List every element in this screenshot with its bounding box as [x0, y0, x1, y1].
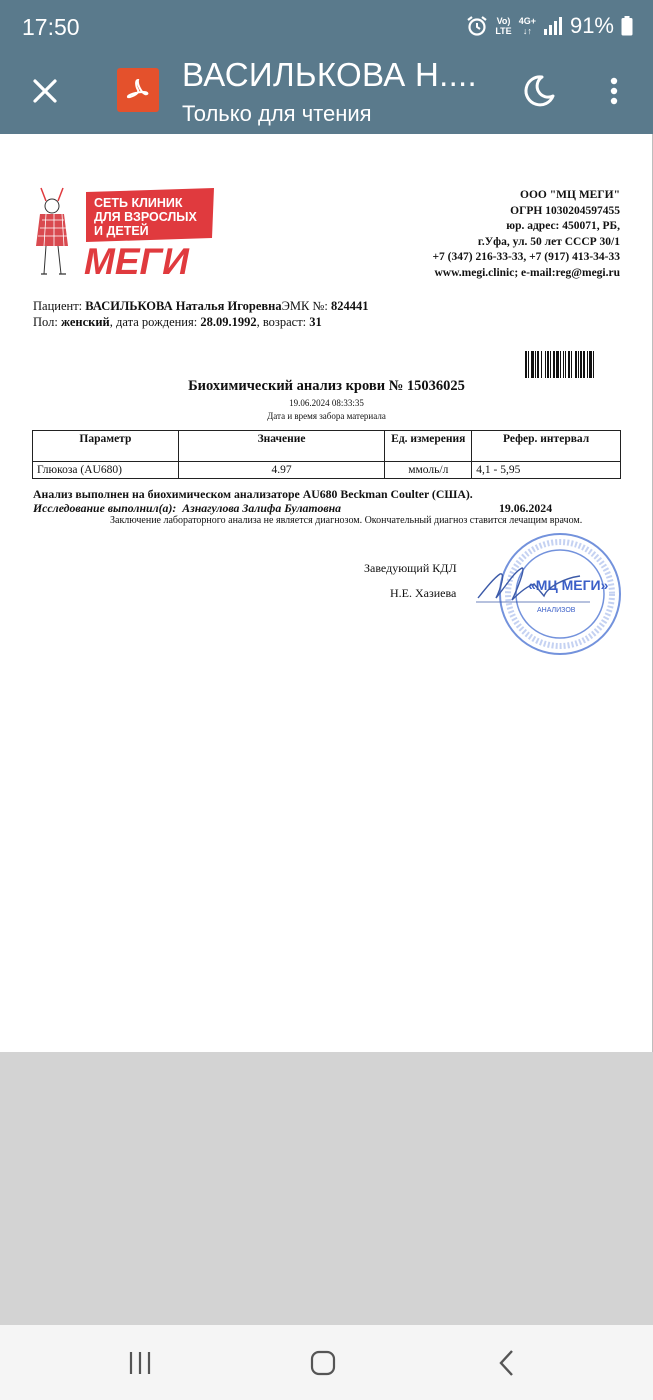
signer-position: Заведующий КДЛ	[364, 561, 457, 575]
cell-value: 4.97	[178, 462, 385, 479]
patient-label: Пациент:	[33, 299, 83, 313]
analyzer-note: Анализ выполнен на биохимическом анализаторе AU680 Beckman Coulter (США).	[33, 487, 473, 501]
header-unit: Ед. измерения	[385, 431, 472, 462]
network-type: 4G+ ↓↑	[518, 16, 536, 36]
recent-apps-icon	[127, 1350, 153, 1376]
clinic-stamp	[470, 528, 622, 658]
cell-parameter: Глюкоза (AU680)	[33, 462, 179, 479]
logo-line2: ДЛЯ ВЗРОСЛЫХ	[94, 210, 197, 224]
organization-info	[433, 188, 621, 282]
table-row	[33, 462, 621, 479]
close-button[interactable]	[26, 72, 64, 110]
back-icon	[497, 1349, 517, 1377]
back-button[interactable]	[487, 1345, 527, 1381]
dob-label: , дата рождения:	[109, 315, 198, 329]
stamp-sub: АНАЛИЗОВ	[537, 607, 576, 614]
header-parameter: Параметр	[33, 431, 179, 462]
alarm-icon	[466, 15, 488, 37]
sex-label: Пол:	[33, 315, 58, 329]
read-only-label: Только для чтения	[182, 101, 372, 126]
navigation-bar	[0, 1325, 653, 1400]
signer-name: Н.Е. Хазиева	[390, 586, 457, 600]
org-web: www.megi.clinic; e-mail:reg@megi.ru	[434, 266, 620, 279]
status-time: 17:50	[22, 14, 80, 40]
megi-logo	[36, 184, 216, 280]
battery-icon	[621, 16, 633, 36]
recent-apps-button[interactable]	[120, 1345, 160, 1381]
logo-line3: И ДЕТЕЙ	[94, 224, 149, 238]
org-ogrn: ОГРН 1030204597455	[510, 204, 620, 217]
org-address2: г.Уфа, ул. 50 лет СССР 30/1	[477, 235, 620, 248]
performed-date: 19.06.2024	[499, 501, 553, 515]
results-table	[32, 430, 621, 479]
age-label: , возраст:	[256, 315, 307, 329]
org-name: ООО "МЦ МЕГИ"	[520, 189, 620, 201]
stamp-text: «МЦ МЕГИ»	[528, 577, 609, 593]
header-reference: Рефер. интервал	[472, 431, 621, 462]
emk-label: ЭМК №:	[281, 299, 328, 313]
home-icon	[309, 1349, 337, 1377]
battery-percent: 91%	[569, 13, 614, 38]
more-vert-icon	[610, 77, 618, 105]
signal-icon	[543, 17, 563, 35]
night-mode-button[interactable]	[518, 70, 560, 112]
disclaimer: Заключение лабораторного анализа не является диагнозом. Окончательный диагноз ставится лечащим врачом.	[110, 515, 583, 526]
status-bar	[0, 0, 653, 48]
patient-sex: женский	[60, 315, 110, 329]
volte-indicator: Vo) LTE	[495, 16, 512, 36]
table-header-row	[33, 431, 621, 462]
org-address1: юр. адрес: 450071, РБ,	[506, 220, 620, 233]
barcode	[525, 351, 613, 378]
moon-icon	[522, 74, 556, 108]
sample-datetime: 19.06.2024 08:33:35	[289, 398, 364, 408]
patient-dob: 28.09.1992	[200, 315, 257, 329]
document-title: ВАСИЛЬКОВА Н....	[182, 56, 477, 93]
close-icon	[32, 78, 58, 104]
app-bar	[0, 48, 653, 134]
patient-age: 31	[309, 315, 322, 329]
home-button[interactable]	[303, 1345, 343, 1381]
status-icons	[466, 12, 633, 40]
emk-number: 824441	[330, 299, 369, 313]
logo-brand: МЕГИ	[84, 241, 189, 280]
performed-by	[33, 501, 341, 516]
logo-line1: СЕТЬ КЛИНИК	[94, 196, 183, 210]
performed-label: Исследование выполнил(а):	[33, 501, 177, 515]
test-title: Биохимический анализ крови № 15036025	[188, 378, 465, 394]
pdf-icon	[117, 68, 159, 112]
cell-reference: 4,1 - 5,95	[472, 462, 621, 479]
performed-name: Азнагулова Залифа Булатовна	[182, 501, 342, 515]
header-value: Значение	[178, 431, 385, 462]
document-page[interactable]	[0, 134, 653, 1052]
org-phones: +7 (347) 216-33-33, +7 (917) 413-34-33	[432, 251, 620, 264]
patient-info	[33, 298, 368, 330]
sample-datetime-label: Дата и время забора материала	[267, 411, 386, 421]
more-options-button[interactable]	[598, 70, 630, 112]
patient-name: ВАСИЛЬКОВА Наталья Игоревна	[85, 299, 282, 313]
cell-unit: ммоль/л	[385, 462, 472, 479]
